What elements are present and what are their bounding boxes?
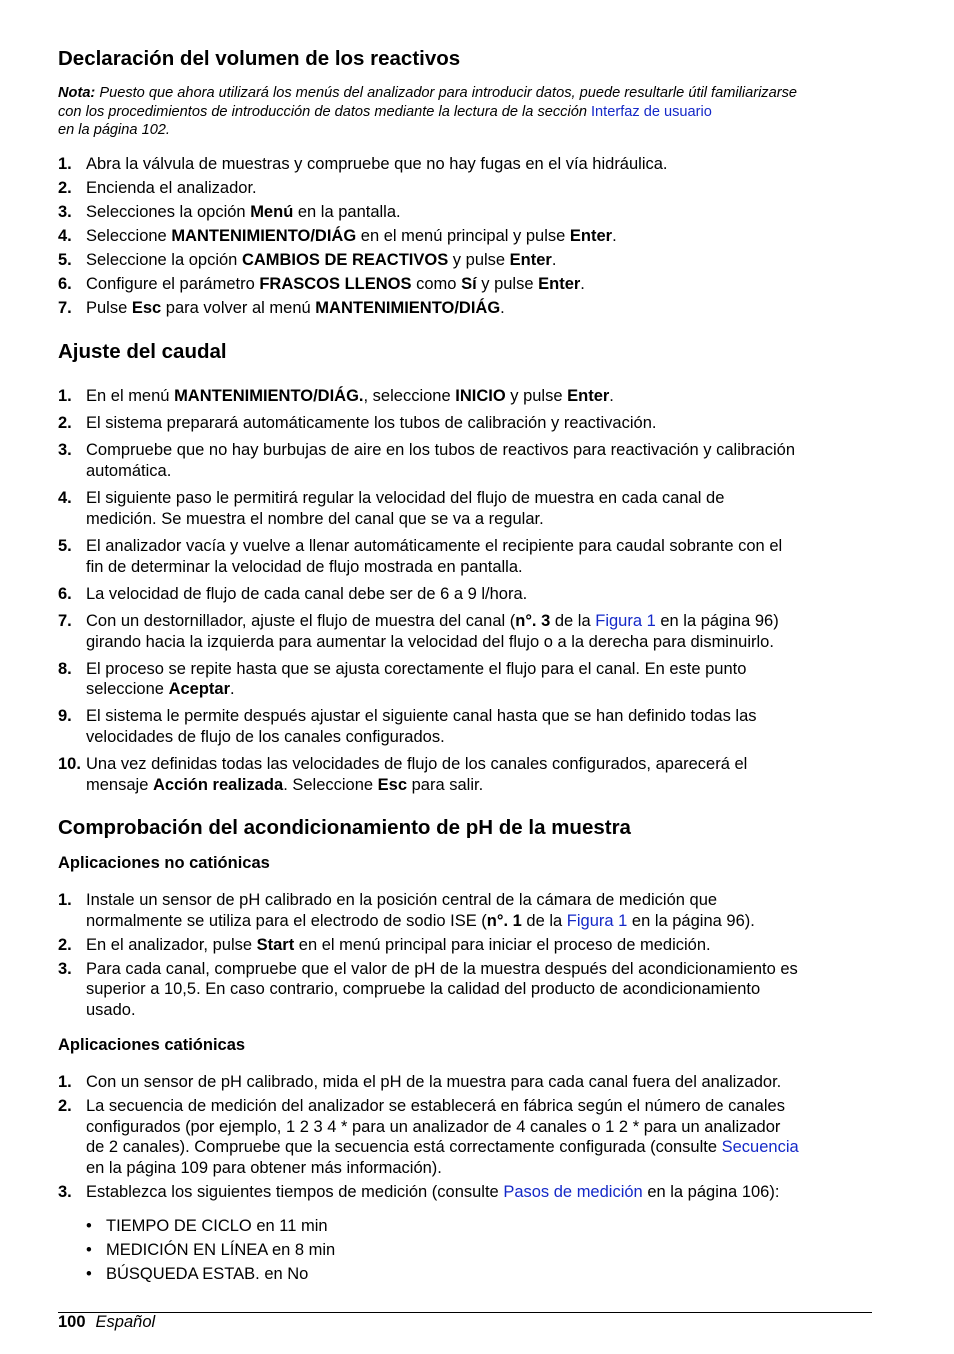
step-number: 7.: [58, 298, 72, 317]
step-item: [58, 536, 872, 577]
step-number: 3.: [58, 202, 72, 221]
step-number: 6.: [58, 274, 72, 293]
step-text: Seleccione MANTENIMIENTO/DIÁG en el menú principal y pulse Enter.: [86, 226, 617, 245]
step-text: Encienda el analizador.: [86, 178, 257, 197]
steps-volumen: [58, 154, 872, 319]
step-number: 2.: [58, 414, 72, 433]
step-number: 1.: [58, 155, 72, 173]
step-text: Abra la válvula de muestras y compruebe que no hay fugas en el vía hidráulica.: [86, 155, 668, 173]
step-number: 8.: [58, 659, 72, 678]
note-text-2: con los procedimientos de introducción de datos mediante la lectura de la sección: [58, 103, 587, 120]
step-item: [58, 226, 872, 247]
footer-language: Español: [95, 1313, 156, 1331]
step-text: Una vez definidas todas las velocidades de flujo de los canales configurados, aparecerá el: [86, 755, 748, 774]
list-item: [86, 1238, 335, 1262]
step-item: [58, 959, 872, 1021]
step-text: fin de determinar la velocidad de flujo mostrada en pantalla.: [86, 557, 523, 576]
step-text: mensaje Acción realizada. Seleccione Esc para salir.: [86, 775, 484, 794]
note-text-1: Puesto que ahora utilizará los menús del analizador para introducir datos, puede resultarle útil familiarizarse: [99, 85, 797, 101]
step-item: [58, 890, 872, 931]
step-number: 10.: [58, 755, 81, 774]
step-number: 3.: [58, 959, 72, 978]
step-item: [58, 1072, 872, 1093]
note-line-2: [58, 103, 872, 122]
step-text: El proceso se repite hasta que se ajusta corectamente el flujo para el canal. En este punto: [86, 659, 747, 678]
step-text: automática.: [86, 461, 172, 480]
step-item: [58, 584, 872, 605]
steps-cationicas: [58, 1072, 872, 1202]
section-title-caudal: Ajuste del caudal: [58, 340, 227, 363]
step-item: [58, 178, 872, 199]
step-item: [58, 154, 872, 175]
step-item: [58, 202, 872, 223]
step-text: girando hacia la izquierda para aumentar la velocidad del flujo o a la derecha para disminuirlo.: [86, 632, 774, 651]
note-label: Nota:: [58, 85, 96, 101]
step-number: 1.: [58, 387, 72, 405]
step-text: En el menú MANTENIMIENTO/DIÁG., seleccione INICIO y pulse Enter.: [86, 387, 614, 405]
step-item: [58, 488, 872, 529]
step-text: de 2 canales). Compruebe que la secuencia está correctamente configurada (consulte Secuencia: [86, 1138, 799, 1157]
subsection-title-cationicas: Aplicaciones catiónicas: [58, 1036, 246, 1054]
step-text: en la página 109 para obtener más información).: [86, 1158, 442, 1177]
step-text: El siguiente paso le permitirá regular la velocidad del flujo de muestra en cada canal de: [86, 489, 725, 508]
list-item: [86, 1214, 335, 1238]
step-number: 7.: [58, 611, 72, 630]
step-text: superior a 10,5. En caso contrario, compruebe la calidad del producto de acondicionamiento: [86, 980, 761, 999]
step-text: El sistema le permite después ajustar el siguiente canal hasta que se han definido todas las: [86, 707, 757, 726]
step-text: La secuencia de medición del analizador se establecerá en fábrica según el número de canales: [86, 1096, 785, 1115]
step-item: [58, 413, 872, 434]
step-item: [58, 1096, 872, 1178]
bullet-icon: •: [86, 1265, 92, 1283]
link-interfaz-usuario[interactable]: Interfaz de usuario: [591, 103, 712, 120]
step-number: 2.: [58, 178, 72, 197]
link-pasos-medicion[interactable]: Pasos de medición: [503, 1182, 643, 1201]
subsection-title-no-cationicas: Aplicaciones no catiónicas: [58, 854, 270, 872]
list-item-text: TIEMPO DE CICLO en 11 min: [106, 1217, 328, 1235]
bullet-icon: •: [86, 1217, 92, 1235]
link-figura-1[interactable]: Figura 1: [595, 611, 656, 630]
step-item: [58, 611, 872, 652]
step-text: configurados (por ejemplo, 1 2 3 4 * para un analizador de 4 canales o 1 2 * para un analizador: [86, 1117, 781, 1136]
link-secuencia[interactable]: Secuencia: [721, 1138, 799, 1157]
section-title-ph: Comprobación del acondicionamiento de pH de la muestra: [58, 816, 631, 839]
step-number: 6.: [58, 584, 72, 603]
step-item: [58, 298, 872, 319]
page-footer: [58, 1312, 155, 1332]
step-text: Seleccione la opción CAMBIOS DE REACTIVOS y pulse Enter.: [86, 250, 557, 269]
step-number: 1.: [58, 1073, 72, 1091]
step-number: 9.: [58, 707, 72, 726]
bullet-list-tiempos: [86, 1214, 335, 1286]
footer-divider: [58, 1312, 872, 1313]
step-item: [58, 386, 872, 407]
list-item-text: MEDICIÓN EN LÍNEA en 8 min: [106, 1241, 336, 1259]
step-text: Con un destornillador, ajuste el flujo de muestra del canal (n°. 3 de la Figura 1 en la página 96): [86, 611, 779, 630]
list-item: [86, 1262, 335, 1286]
note-block: [58, 84, 872, 140]
bullet-icon: •: [86, 1241, 92, 1259]
step-text: Pulse Esc para volver al menú MANTENIMIENTO/DIÁG.: [86, 298, 505, 317]
step-text: medición. Se muestra el nombre del canal que se va a regular.: [86, 509, 544, 528]
step-item: [58, 659, 872, 700]
step-number: 3.: [58, 441, 72, 460]
step-text: usado.: [86, 1000, 136, 1019]
step-item: [58, 250, 872, 271]
step-text: El sistema preparará automáticamente los tubos de calibración y reactivación.: [86, 414, 657, 433]
step-number: 2.: [58, 1096, 72, 1115]
step-text: velocidades de flujo de los canales configurados.: [86, 728, 445, 747]
step-number: 4.: [58, 489, 72, 508]
step-item: [58, 754, 872, 795]
step-number: 5.: [58, 536, 72, 555]
step-number: 1.: [58, 891, 72, 909]
step-text: Con un sensor de pH calibrado, mida el pH de la muestra para cada canal fuera del analizador.: [86, 1073, 782, 1091]
list-item-text: BÚSQUEDA ESTAB. en No: [106, 1265, 309, 1283]
step-text: Para cada canal, compruebe que el valor de pH de la muestra después del acondicionamiento es: [86, 959, 798, 978]
steps-no-cationicas: [58, 890, 872, 1020]
step-number: 5.: [58, 250, 72, 269]
note-line-1: [58, 84, 872, 103]
step-text: Instale un sensor de pH calibrado en la posición central de la cámara de medición que: [86, 891, 718, 909]
step-item: [58, 1182, 872, 1203]
page-number: 100: [58, 1313, 86, 1331]
step-text: El analizador vacía y vuelve a llenar automáticamente el recipiente para caudal sobrante con el: [86, 536, 783, 555]
step-number: 4.: [58, 226, 72, 245]
link-figura-1[interactable]: Figura 1: [566, 911, 628, 930]
step-item: [58, 706, 872, 747]
steps-caudal: [58, 386, 872, 795]
note-line-3: en la página 102.: [58, 122, 170, 138]
step-text: Configure el parámetro FRASCOS LLENOS como Sí y pulse Enter.: [86, 274, 585, 293]
step-text: normalmente se utiliza para el electrodo de sodio ISE (n°. 1 de la Figura 1 en la página 96).: [86, 911, 755, 930]
step-number: 2.: [58, 935, 72, 954]
step-number: 3.: [58, 1182, 72, 1201]
step-text: Selecciones la opción Menú en la pantalla.: [86, 202, 401, 221]
step-text: La velocidad de flujo de cada canal debe ser de 6 a 9 l/hora.: [86, 584, 528, 603]
section-title-volumen: Declaración del volumen de los reactivos: [58, 47, 461, 70]
step-item: [58, 935, 872, 956]
step-text: Establezca los siguientes tiempos de medición (consulte Pasos de medición en la página 106):: [86, 1182, 780, 1201]
step-text: Compruebe que no hay burbujas de aire en los tubos de reactivos para reactivación y calibración: [86, 441, 796, 460]
step-text: seleccione Aceptar.: [86, 680, 235, 699]
step-item: [58, 440, 872, 481]
step-item: [58, 274, 872, 295]
step-text: En el analizador, pulse Start en el menú principal para iniciar el proceso de medición.: [86, 935, 711, 954]
